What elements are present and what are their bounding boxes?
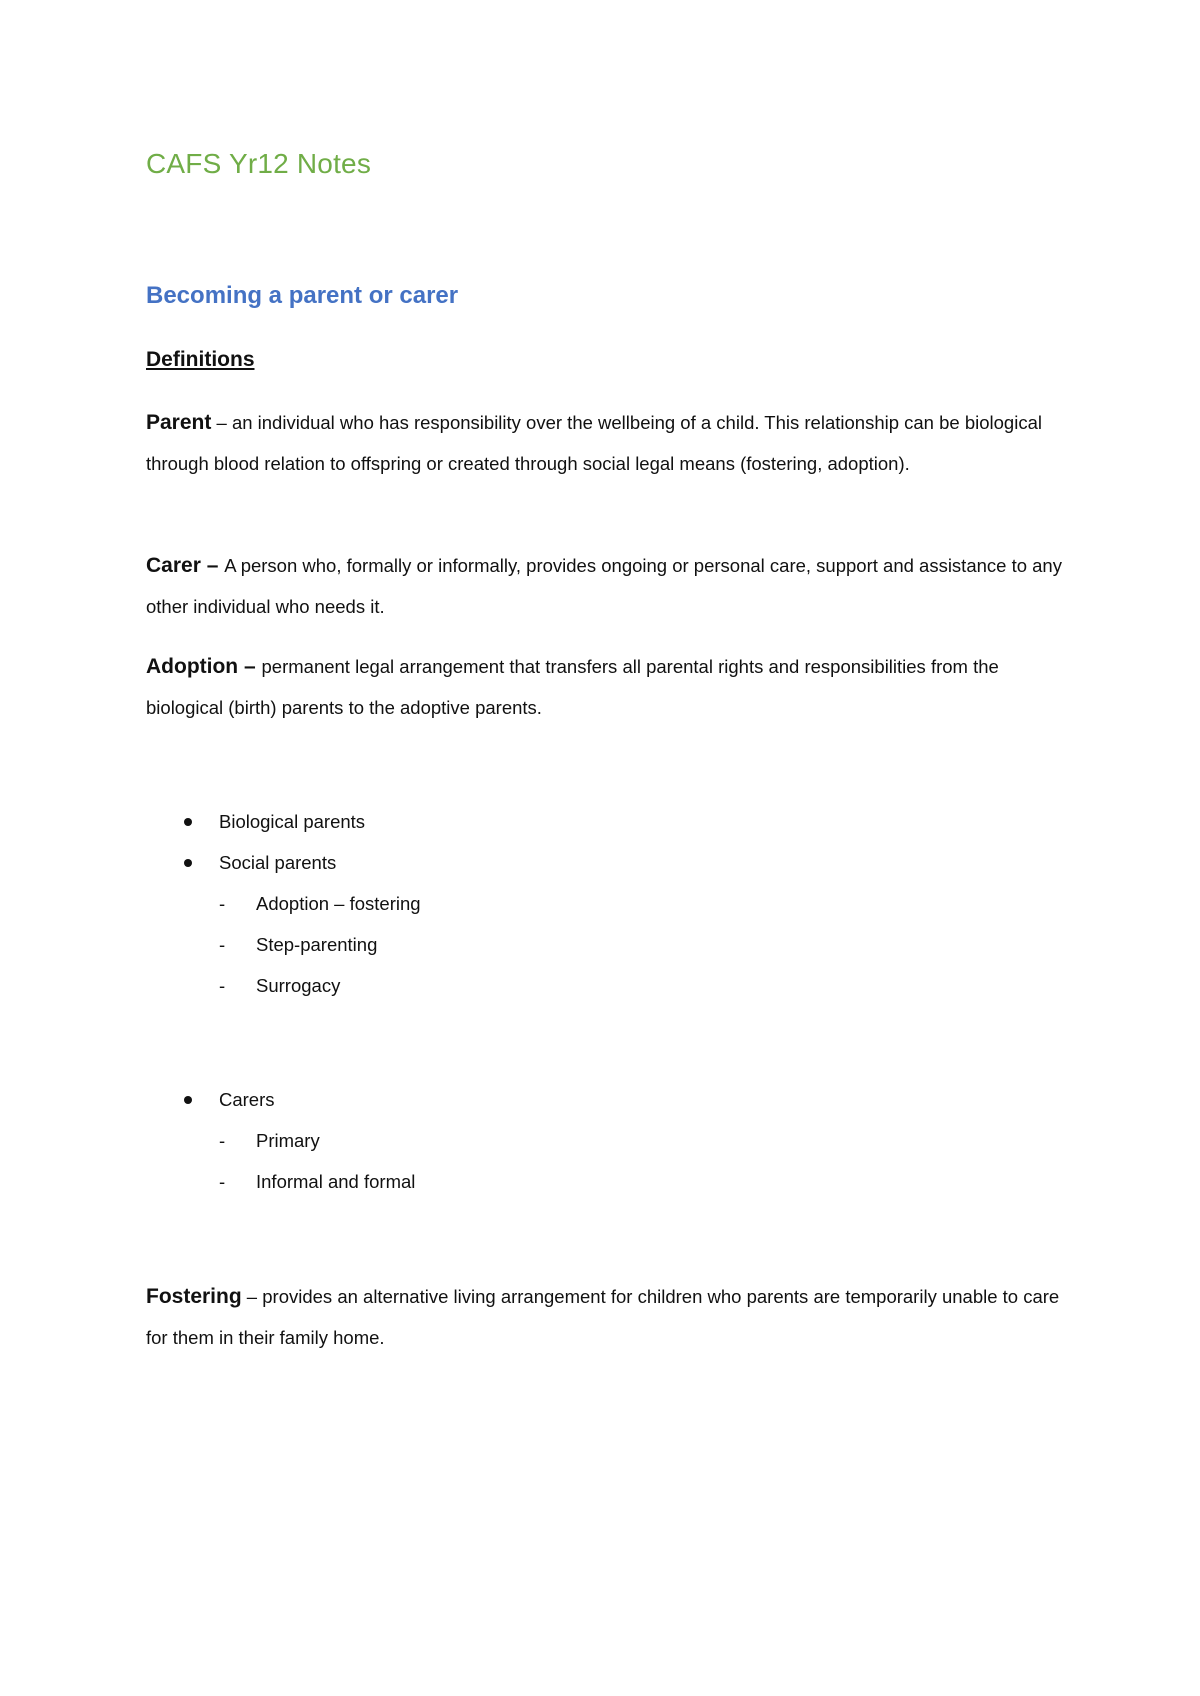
definition-text: an individual who has responsibility over the wellbeing of a child. This relationship can be biological through blood relation to offspring or created through social legal means (fostering, adoption).	[146, 412, 1042, 474]
list-item: Carers	[219, 1089, 275, 1110]
document-title: CAFS Yr12 Notes	[146, 148, 372, 179]
definitions-heading: Definitions	[146, 348, 255, 371]
definition-fostering	[146, 1276, 1066, 1358]
dash-marker: -	[219, 934, 226, 955]
section-heading: Becoming a parent or carer	[146, 282, 459, 309]
definition-term: Fostering	[146, 1285, 242, 1308]
definition-text: permanent legal arrangement that transfers all parental rights and responsibilities from the biological (birth) parents to the adoptive parents.	[146, 656, 999, 718]
definition-term: Carer	[146, 554, 201, 577]
bullet-icon	[184, 1096, 192, 1104]
definition-term: Adoption	[146, 655, 239, 678]
definition-separator: –	[211, 412, 232, 433]
definition-text: A person who, formally or informally, provides ongoing or personal care, support and assistance to any other individual who needs it.	[146, 555, 1062, 617]
dash-marker: -	[219, 1130, 226, 1151]
definition-separator: –	[238, 655, 262, 678]
list-sub-item: Surrogacy	[256, 975, 341, 996]
definition-carer	[146, 545, 1066, 627]
list-sub-item: Adoption – fostering	[256, 893, 421, 914]
list-item: Social parents	[219, 852, 337, 873]
definition-parent	[146, 402, 1066, 484]
definition-separator: –	[241, 1286, 263, 1307]
definition-text: provides an alternative living arrangement for children who parents are temporarily unable to care for them in their family home.	[146, 1286, 1060, 1348]
bullet-icon	[184, 818, 192, 826]
list-item: Biological parents	[219, 811, 366, 832]
dash-marker: -	[219, 893, 226, 914]
dash-marker: -	[219, 1171, 226, 1192]
list-sub-item: Informal and formal	[256, 1171, 416, 1192]
bullet-icon	[184, 859, 192, 867]
definition-separator: –	[200, 554, 225, 577]
dash-marker: -	[219, 975, 226, 996]
list-sub-item: Primary	[256, 1130, 320, 1151]
definition-adoption	[146, 646, 1066, 728]
list-sub-item: Step-parenting	[256, 934, 378, 955]
definition-term: Parent	[146, 411, 212, 434]
